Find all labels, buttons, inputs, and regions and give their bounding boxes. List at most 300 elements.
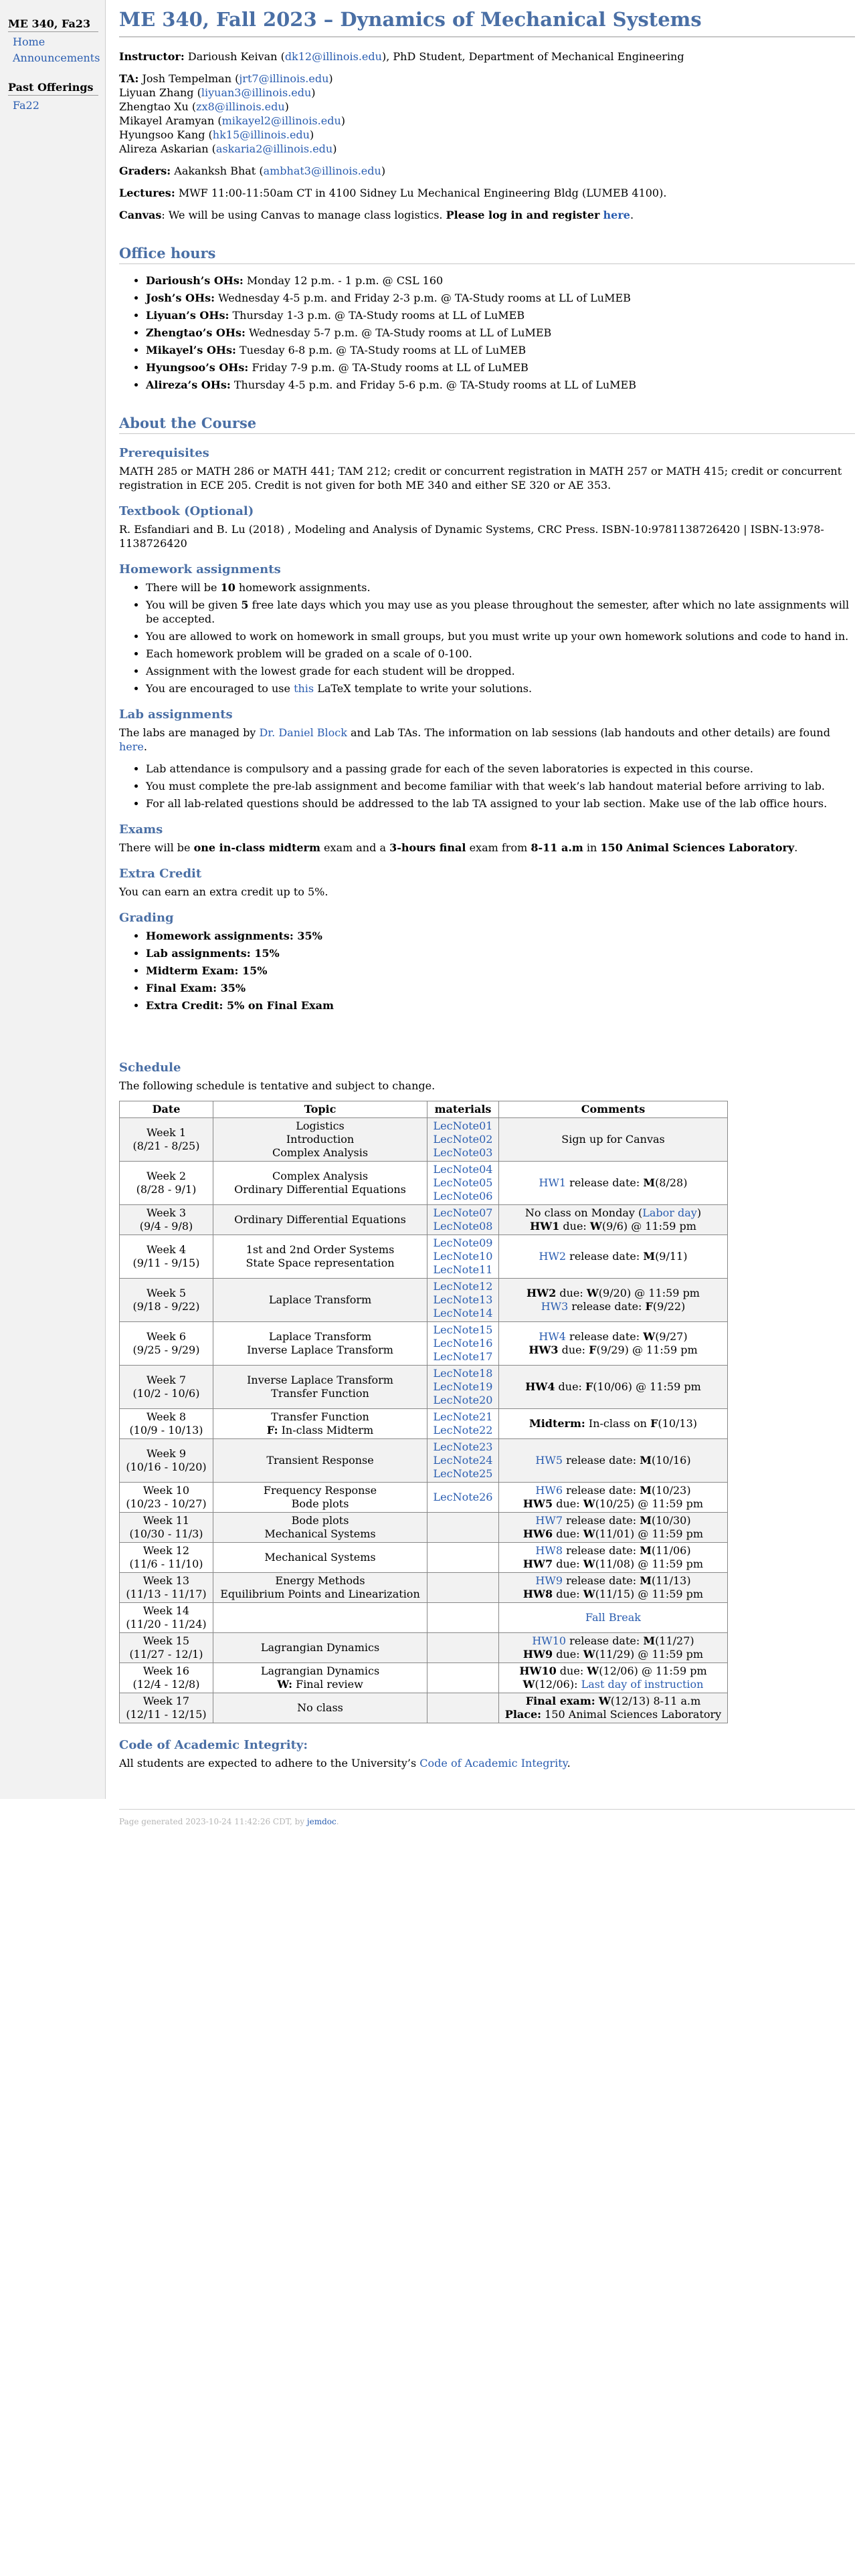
- topic-cell: [213, 1633, 427, 1663]
- materials-cell: [427, 1205, 499, 1235]
- extra-credit-text: You can earn an extra credit up to 5%.: [119, 885, 328, 898]
- comment-text: (10/13): [658, 1417, 698, 1430]
- list-item: [146, 360, 855, 374]
- oh-time: Monday 12 p.m. - 1 p.m. @ CSL 160: [246, 274, 444, 287]
- grading-item: Final Exam: 35%: [146, 982, 246, 994]
- list-item: • You are allowed to work on homework in small groups, but you must write up your own homework solutions and code to hand in.: [146, 629, 855, 643]
- col-materials: materials: [427, 1101, 499, 1118]
- list-item: • Assignment with the lowest grade for each student will be dropped.: [146, 664, 855, 678]
- ta-name: Mikayel Aramyan (: [119, 114, 222, 127]
- comment-bold: HW3: [529, 1344, 559, 1356]
- ta-name: Josh Tempelman (: [142, 72, 240, 85]
- comment-text: Sign up for Canvas: [561, 1133, 665, 1146]
- ta-entry: [142, 72, 332, 85]
- ta-name: Zhengtao Xu (: [119, 100, 197, 113]
- list-item: [146, 681, 855, 695]
- integrity-part: All students are expected to adhere to the University’s: [119, 1757, 420, 1769]
- lecture-note-link[interactable]: LecNote06: [433, 1190, 493, 1202]
- date-cell: [120, 1118, 213, 1162]
- lecture-note-link[interactable]: LecNote13: [433, 1293, 493, 1306]
- comment-line: [502, 1454, 725, 1467]
- comments-cell: [499, 1573, 728, 1603]
- footer-end: .: [336, 1817, 339, 1826]
- extra-credit-heading: Extra Credit: [119, 867, 202, 881]
- comment-line: [502, 1514, 725, 1527]
- date-line: (10/2 - 10/6): [132, 1387, 200, 1400]
- oh-person: Liyuan’s OHs:: [146, 309, 229, 322]
- comment-line: [502, 1206, 725, 1220]
- comment-bold: Midterm:: [529, 1417, 585, 1430]
- list-item: [146, 308, 855, 322]
- grading-item: Homework assignments: 35%: [146, 930, 322, 942]
- table-row: [120, 1162, 728, 1205]
- topic-cell: [213, 1366, 427, 1409]
- table-row: [120, 1235, 728, 1279]
- comment-link[interactable]: HW1: [539, 1176, 567, 1189]
- ta-name: Alireza Askarian (: [119, 142, 216, 155]
- topic-line: Ordinary Differential Equations: [234, 1183, 406, 1196]
- exams-part: in: [583, 841, 601, 854]
- comment-bold: HW1: [530, 1220, 560, 1232]
- hw-text: You are encouraged to use: [146, 682, 294, 695]
- comment-text: (11/27): [655, 1634, 694, 1647]
- topic-line: State Space representation: [246, 1257, 395, 1269]
- canvas-line: [119, 208, 855, 222]
- date-line: (11/13 - 11/17): [126, 1588, 207, 1600]
- oh-person: Josh’s OHs:: [146, 292, 215, 304]
- ta-entry: [119, 128, 314, 141]
- grader-email-link[interactable]: ambhat3@illinois.edu: [263, 165, 381, 177]
- topic-line: Lagrangian Dynamics: [260, 1641, 380, 1654]
- instructor-label: Instructor:: [119, 50, 185, 63]
- table-header-row: [120, 1101, 728, 1118]
- comment-text: release date:: [566, 1250, 644, 1263]
- comment-line: [502, 1574, 725, 1588]
- date-line: Week 11: [142, 1514, 190, 1527]
- comment-bold: M: [640, 1454, 652, 1467]
- lecture-note-link[interactable]: LecNote17: [433, 1350, 493, 1363]
- comment-link[interactable]: HW4: [539, 1330, 566, 1343]
- ta-email-link[interactable]: liyuan3@illinois.edu: [201, 86, 312, 99]
- topic-cell: [213, 1409, 427, 1439]
- sidebar-item-home[interactable]: Home: [13, 35, 45, 48]
- comment-text: release date:: [563, 1454, 640, 1467]
- ta-entry: [119, 86, 316, 99]
- hw-text: There will be: [146, 581, 221, 594]
- comment-text: (10/23): [651, 1484, 691, 1497]
- date-cell: [120, 1633, 213, 1663]
- date-cell: [120, 1235, 213, 1279]
- topic-line: Equilibrium Points and Linearization: [220, 1588, 420, 1600]
- comment-text: release date:: [565, 1330, 644, 1343]
- lecture-note-link[interactable]: LecNote02: [433, 1133, 493, 1146]
- comment-line: [502, 1695, 725, 1708]
- topic-line: Transient Response: [266, 1454, 374, 1467]
- exams-part: 3-hours final: [389, 841, 466, 854]
- lecture-note-link[interactable]: LecNote22: [433, 1424, 493, 1436]
- comment-bold: M: [640, 1514, 652, 1527]
- date-cell: [120, 1513, 213, 1543]
- comment-bold: W:: [277, 1678, 292, 1691]
- date-line: Week 4: [146, 1243, 187, 1256]
- materials-cell: [427, 1279, 499, 1322]
- date-cell: [120, 1366, 213, 1409]
- comment-link[interactable]: HW7: [535, 1514, 563, 1527]
- ta-name: Hyungsoo Kang (: [119, 128, 213, 141]
- lecture-note-link[interactable]: LecNote11: [433, 1263, 493, 1276]
- comment-text: due:: [553, 1648, 583, 1660]
- lab-here-link[interactable]: here: [119, 740, 144, 753]
- lecture-note-link[interactable]: LecNote01: [433, 1119, 493, 1132]
- table-row: [120, 1603, 728, 1633]
- prerequisites-heading: Prerequisites: [119, 446, 209, 460]
- comment-bold: M: [640, 1544, 652, 1557]
- ta-email-link[interactable]: hk15@illinois.edu: [212, 128, 310, 141]
- date-line: Week 8: [146, 1410, 187, 1423]
- comment-text: due:: [558, 1344, 589, 1356]
- canvas-here-link[interactable]: here: [603, 209, 630, 221]
- date-line: (8/21 - 8/25): [132, 1140, 200, 1152]
- lecture-note-link[interactable]: LecNote26: [433, 1491, 493, 1503]
- comment-line: [502, 1527, 725, 1541]
- comment-bold: HW5: [522, 1497, 553, 1510]
- comment-text: (11/08) @ 11:59 pm: [595, 1558, 704, 1570]
- comment-bold: HW6: [522, 1527, 553, 1540]
- materials-cell: [427, 1603, 499, 1633]
- comment-bold: W: [583, 1588, 595, 1600]
- comment-text: Transfer Function: [271, 1410, 369, 1423]
- ta-email-link[interactable]: zx8@illinois.edu: [196, 100, 285, 113]
- comment-line: [502, 1484, 725, 1497]
- comment-text: (12/06):: [535, 1678, 581, 1691]
- date-cell: [120, 1603, 213, 1633]
- oh-person: Darioush’s OHs:: [146, 274, 244, 287]
- exams-part: one in-class midterm: [193, 841, 320, 854]
- lecture-note-link[interactable]: LecNote15: [433, 1323, 493, 1336]
- comment-bold: Final exam:: [525, 1695, 595, 1707]
- lecture-note-link[interactable]: LecNote10: [433, 1250, 493, 1263]
- lecture-note-link[interactable]: LecNote18: [433, 1367, 493, 1380]
- date-line: Week 15: [142, 1634, 190, 1647]
- comment-bold: F:: [266, 1424, 278, 1436]
- topic-cell: [213, 1322, 427, 1366]
- sidebar-course-title: ME 340, Fa23: [8, 17, 98, 32]
- hw-text: homework assignments.: [235, 581, 371, 594]
- lecture-note-link[interactable]: LecNote14: [433, 1307, 493, 1319]
- date-line: Week 10: [142, 1484, 190, 1497]
- comment-text: (9/20) @ 11:59 pm: [598, 1287, 700, 1299]
- materials-cell: [427, 1573, 499, 1603]
- list-item: [146, 981, 855, 995]
- ta-name: Liyuan Zhang (: [119, 86, 201, 99]
- comment-line: [502, 1344, 725, 1357]
- lab-intro: [119, 726, 855, 754]
- list-item: • For all lab-related questions should be addressed to the lab TA assigned to your lab section. Make use of the lab office hours.: [146, 796, 855, 811]
- lectures-text: MWF 11:00-11:50am CT in 4100 Sidney Lu Mechanical Engineering Bldg (LUMEB 4100).: [178, 187, 667, 199]
- lecture-note-link[interactable]: LecNote23: [433, 1440, 493, 1453]
- comments-cell: [499, 1663, 728, 1693]
- date-line: Week 9: [146, 1447, 187, 1460]
- comment-link[interactable]: HW9: [535, 1574, 563, 1587]
- topic-line: Bode plots: [291, 1497, 349, 1510]
- date-line: Week 7: [146, 1374, 187, 1386]
- comment-bold: M: [640, 1574, 652, 1587]
- date-line: Week 13: [142, 1574, 190, 1587]
- main-content: [119, 0, 855, 1829]
- homework-heading: Homework assignments: [119, 562, 281, 576]
- comments-cell: [499, 1162, 728, 1205]
- comment-line: [502, 1708, 725, 1721]
- list-item: [146, 343, 855, 357]
- materials-cell: [427, 1483, 499, 1513]
- lecture-note-link[interactable]: LecNote21: [433, 1410, 493, 1423]
- comments-cell: [499, 1693, 728, 1723]
- comment-bold: W: [643, 1330, 656, 1343]
- topic-cell: [213, 1573, 427, 1603]
- comment-text: (9/6) @ 11:59 pm: [601, 1220, 696, 1232]
- lecture-note-link[interactable]: LecNote04: [433, 1163, 493, 1176]
- topic-cell: [213, 1603, 427, 1633]
- topic-cell: [213, 1439, 427, 1483]
- graders-line: [119, 164, 855, 178]
- comment-text: (12/06) @ 11:59 pm: [599, 1665, 707, 1677]
- comment-text: (9/11): [655, 1250, 688, 1263]
- date-cell: [120, 1439, 213, 1483]
- lecture-note-link[interactable]: LecNote12: [433, 1280, 493, 1293]
- exams-part: exam from: [466, 841, 531, 854]
- comment-text: due:: [553, 1588, 583, 1600]
- table-row: [120, 1663, 728, 1693]
- comment-text: 150 Animal Sciences Laboratory: [541, 1708, 722, 1721]
- comment-text: (11/29) @ 11:59 pm: [595, 1648, 704, 1660]
- jemdoc-link[interactable]: jemdoc: [306, 1817, 337, 1826]
- comment-bold: F: [585, 1380, 593, 1393]
- exams-part: exam and a: [320, 841, 390, 854]
- topic-line: Complex Analysis: [272, 1170, 369, 1182]
- homework-list: [119, 580, 855, 695]
- ta-entry: [119, 100, 289, 113]
- date-cell: [120, 1573, 213, 1603]
- topic-line: No class: [297, 1701, 343, 1714]
- instructor-name: Darioush Keivan (: [187, 50, 285, 63]
- oh-time: Thursday 1-3 p.m. @ TA-Study rooms at LL of LuMEB: [232, 309, 525, 322]
- date-line: Week 3: [146, 1206, 187, 1219]
- topic-line: [216, 1410, 424, 1424]
- date-line: (10/16 - 10/20): [126, 1461, 207, 1473]
- academic-integrity-link[interactable]: Code of Academic Integrity: [419, 1757, 567, 1769]
- comment-line: [502, 1417, 725, 1430]
- topic-line: Complex Analysis: [272, 1146, 369, 1159]
- date-line: (11/27 - 12/1): [129, 1648, 203, 1660]
- oh-time: Thursday 4-5 p.m. and Friday 5-6 p.m. @ TA-Study rooms at LL of LuMEB: [233, 379, 636, 391]
- lecture-note-link[interactable]: LecNote08: [433, 1220, 493, 1232]
- exams-part: 8-11 a.m: [531, 841, 583, 854]
- integrity-text: [119, 1756, 855, 1770]
- comment-bold: HW2: [527, 1287, 557, 1299]
- materials-cell: [427, 1513, 499, 1543]
- ta-end: ): [311, 86, 316, 99]
- table-row: [120, 1693, 728, 1723]
- sidebar-item-fa22[interactable]: Fa22: [13, 99, 39, 112]
- lecture-note-link[interactable]: LecNote07: [433, 1206, 493, 1219]
- office-hours-list: [119, 274, 855, 392]
- date-line: Week 5: [146, 1287, 187, 1299]
- lecture-note-link[interactable]: LecNote20: [433, 1394, 493, 1406]
- topic-line: Mechanical Systems: [264, 1551, 376, 1564]
- comment-text: release date:: [566, 1634, 644, 1647]
- comment-text: due:: [556, 1665, 587, 1677]
- lecture-note-link[interactable]: LecNote03: [433, 1146, 493, 1159]
- page-title: ME 340, Fall 2023 – Dynamics of Mechanical Systems: [119, 8, 855, 37]
- topic-line: Bode plots: [291, 1514, 349, 1527]
- comments-cell: [499, 1483, 728, 1513]
- date-cell: [120, 1409, 213, 1439]
- comment-line: [502, 1176, 725, 1190]
- date-line: (12/11 - 12/15): [126, 1708, 207, 1721]
- instructor-email-link[interactable]: dk12@illinois.edu: [284, 50, 382, 63]
- topic-cell: [213, 1162, 427, 1205]
- lecture-note-link[interactable]: LecNote24: [433, 1454, 493, 1467]
- comments-cell: [499, 1513, 728, 1543]
- comment-text: Lagrangian Dynamics: [260, 1665, 380, 1677]
- hw-text: You will be given: [146, 599, 242, 611]
- comment-bold: W: [587, 1665, 599, 1677]
- date-line: Week 16: [142, 1665, 190, 1677]
- ta-lines: [119, 72, 345, 155]
- comments-cell: [499, 1543, 728, 1573]
- ta-email-link[interactable]: askaria2@illinois.edu: [215, 142, 333, 155]
- oh-time: Wednesday 4-5 p.m. and Friday 2-3 p.m. @ TA-Study rooms at LL of LuMEB: [218, 292, 631, 304]
- comment-link[interactable]: Last day of instruction: [581, 1678, 704, 1691]
- lecture-note-link[interactable]: LecNote05: [433, 1176, 493, 1189]
- exams-part: 150 Animal Sciences Laboratory: [600, 841, 795, 854]
- list-item: [146, 598, 855, 626]
- comment-link[interactable]: HW10: [532, 1634, 567, 1647]
- list-item: [146, 378, 855, 392]
- comment-text: due:: [553, 1497, 583, 1510]
- comments-cell: [499, 1279, 728, 1322]
- lectures-label: Lectures:: [119, 187, 175, 199]
- ta-email-link[interactable]: mikayel2@illinois.edu: [221, 114, 341, 127]
- oh-person: Alireza’s OHs:: [146, 379, 231, 391]
- date-line: (11/20 - 11/24): [126, 1618, 207, 1630]
- table-row: [120, 1543, 728, 1573]
- comment-bold: M: [643, 1176, 656, 1189]
- date-cell: [120, 1322, 213, 1366]
- exams-part: There will be: [119, 841, 194, 854]
- list-item: [146, 998, 855, 1012]
- exams-text: [119, 841, 855, 855]
- lecture-note-link[interactable]: LecNote16: [433, 1337, 493, 1350]
- integrity-part: .: [567, 1757, 571, 1769]
- ta-entry: [119, 114, 345, 127]
- comment-line: [502, 1544, 725, 1558]
- materials-cell: [427, 1162, 499, 1205]
- oh-person: Hyungsoo’s OHs:: [146, 361, 249, 374]
- instructor-line: [119, 49, 855, 64]
- date-line: (9/25 - 9/29): [132, 1344, 200, 1356]
- sidebar-item-announcements[interactable]: Announcements: [13, 51, 100, 64]
- comment-link[interactable]: Labor day: [642, 1206, 697, 1219]
- comment-link[interactable]: HW3: [541, 1300, 569, 1313]
- date-cell: [120, 1279, 213, 1322]
- comment-bold: M: [643, 1250, 656, 1263]
- ta-list: [119, 72, 855, 156]
- textbook-text: R. Esfandiari and B. Lu (2018) , Modeling and Analysis of Dynamic Systems, CRC Press. ISBN-10:9781138726420 | ISBN-13:978-1138726420: [119, 523, 824, 550]
- comment-text: Final review: [292, 1678, 363, 1691]
- schedule-table: [119, 1101, 728, 1723]
- topic-line: [216, 1665, 424, 1678]
- comment-text: (10/30): [651, 1514, 691, 1527]
- page-footer: [119, 1809, 855, 1829]
- comment-link[interactable]: HW8: [535, 1544, 563, 1557]
- lecture-note-link[interactable]: LecNote09: [433, 1237, 493, 1249]
- comment-text: release date:: [563, 1514, 640, 1527]
- prerequisites-text: MATH 285 or MATH 286 or MATH 441; TAM 212; credit or concurrent registration in MATH 257 or MATH 415; credit or concurrent registration in ECE 205. Credit is not given for both ME 340 and either SE 320 or AE 353.: [119, 465, 842, 492]
- date-line: (9/18 - 9/22): [132, 1300, 200, 1313]
- comments-cell: [499, 1235, 728, 1279]
- topic-cell: [213, 1483, 427, 1513]
- comment-bold: HW7: [522, 1558, 553, 1570]
- lab-text: .: [143, 740, 147, 753]
- topic-cell: [213, 1513, 427, 1543]
- daniel-block-link[interactable]: Dr. Daniel Block: [259, 726, 347, 739]
- instructor-rest: ), PhD Student, Department of Mechanical Engineering: [381, 50, 684, 63]
- comment-text: ): [696, 1206, 702, 1219]
- schedule-heading: Schedule: [119, 1061, 181, 1075]
- comment-link[interactable]: HW6: [535, 1484, 563, 1497]
- list-item: [146, 274, 855, 288]
- topic-cell: [213, 1205, 427, 1235]
- comment-bold: W: [522, 1678, 535, 1691]
- table-row: [120, 1205, 728, 1235]
- lecture-note-link[interactable]: LecNote19: [433, 1380, 493, 1393]
- list-item: [146, 964, 855, 978]
- date-line: (8/28 - 9/1): [136, 1183, 197, 1196]
- comments-cell: [499, 1118, 728, 1162]
- comment-text: In-class on: [585, 1417, 651, 1430]
- canvas-end: .: [630, 209, 634, 221]
- comment-link[interactable]: Fall Break: [585, 1611, 641, 1624]
- date-cell: [120, 1483, 213, 1513]
- comment-link[interactable]: HW2: [539, 1250, 567, 1263]
- comment-line: [502, 1634, 725, 1648]
- date-line: Week 14: [142, 1604, 190, 1617]
- comment-line: [502, 1665, 725, 1678]
- ta-end: ): [332, 142, 337, 155]
- ta-email-link[interactable]: jrt7@illinois.edu: [239, 72, 329, 85]
- comment-text: No class on Monday (: [524, 1206, 643, 1219]
- comment-line: [502, 1300, 725, 1313]
- date-line: Week 17: [142, 1695, 190, 1707]
- sidebar-past-offerings-title: Past Offerings: [8, 81, 98, 96]
- lecture-note-link[interactable]: LecNote25: [433, 1467, 493, 1480]
- comment-bold: F: [645, 1300, 653, 1313]
- date-line: (10/23 - 10/27): [126, 1497, 207, 1510]
- lab-text: and Lab TAs. The information on lab sessions (lab handouts and other details) are found: [347, 726, 830, 739]
- comments-cell: [499, 1439, 728, 1483]
- comment-line: [502, 1558, 725, 1571]
- topic-line: 1st and 2nd Order Systems: [246, 1243, 395, 1256]
- comment-link[interactable]: HW5: [535, 1454, 563, 1467]
- topic-cell: [213, 1118, 427, 1162]
- topic-line: Inverse Laplace Transform: [247, 1374, 393, 1386]
- topic-cell: [213, 1543, 427, 1573]
- comment-bold: W: [583, 1648, 595, 1660]
- grading-item: Extra Credit: 5% on Final Exam: [146, 999, 334, 1012]
- grading-heading: Grading: [119, 911, 174, 925]
- latex-template-link[interactable]: this: [294, 682, 314, 695]
